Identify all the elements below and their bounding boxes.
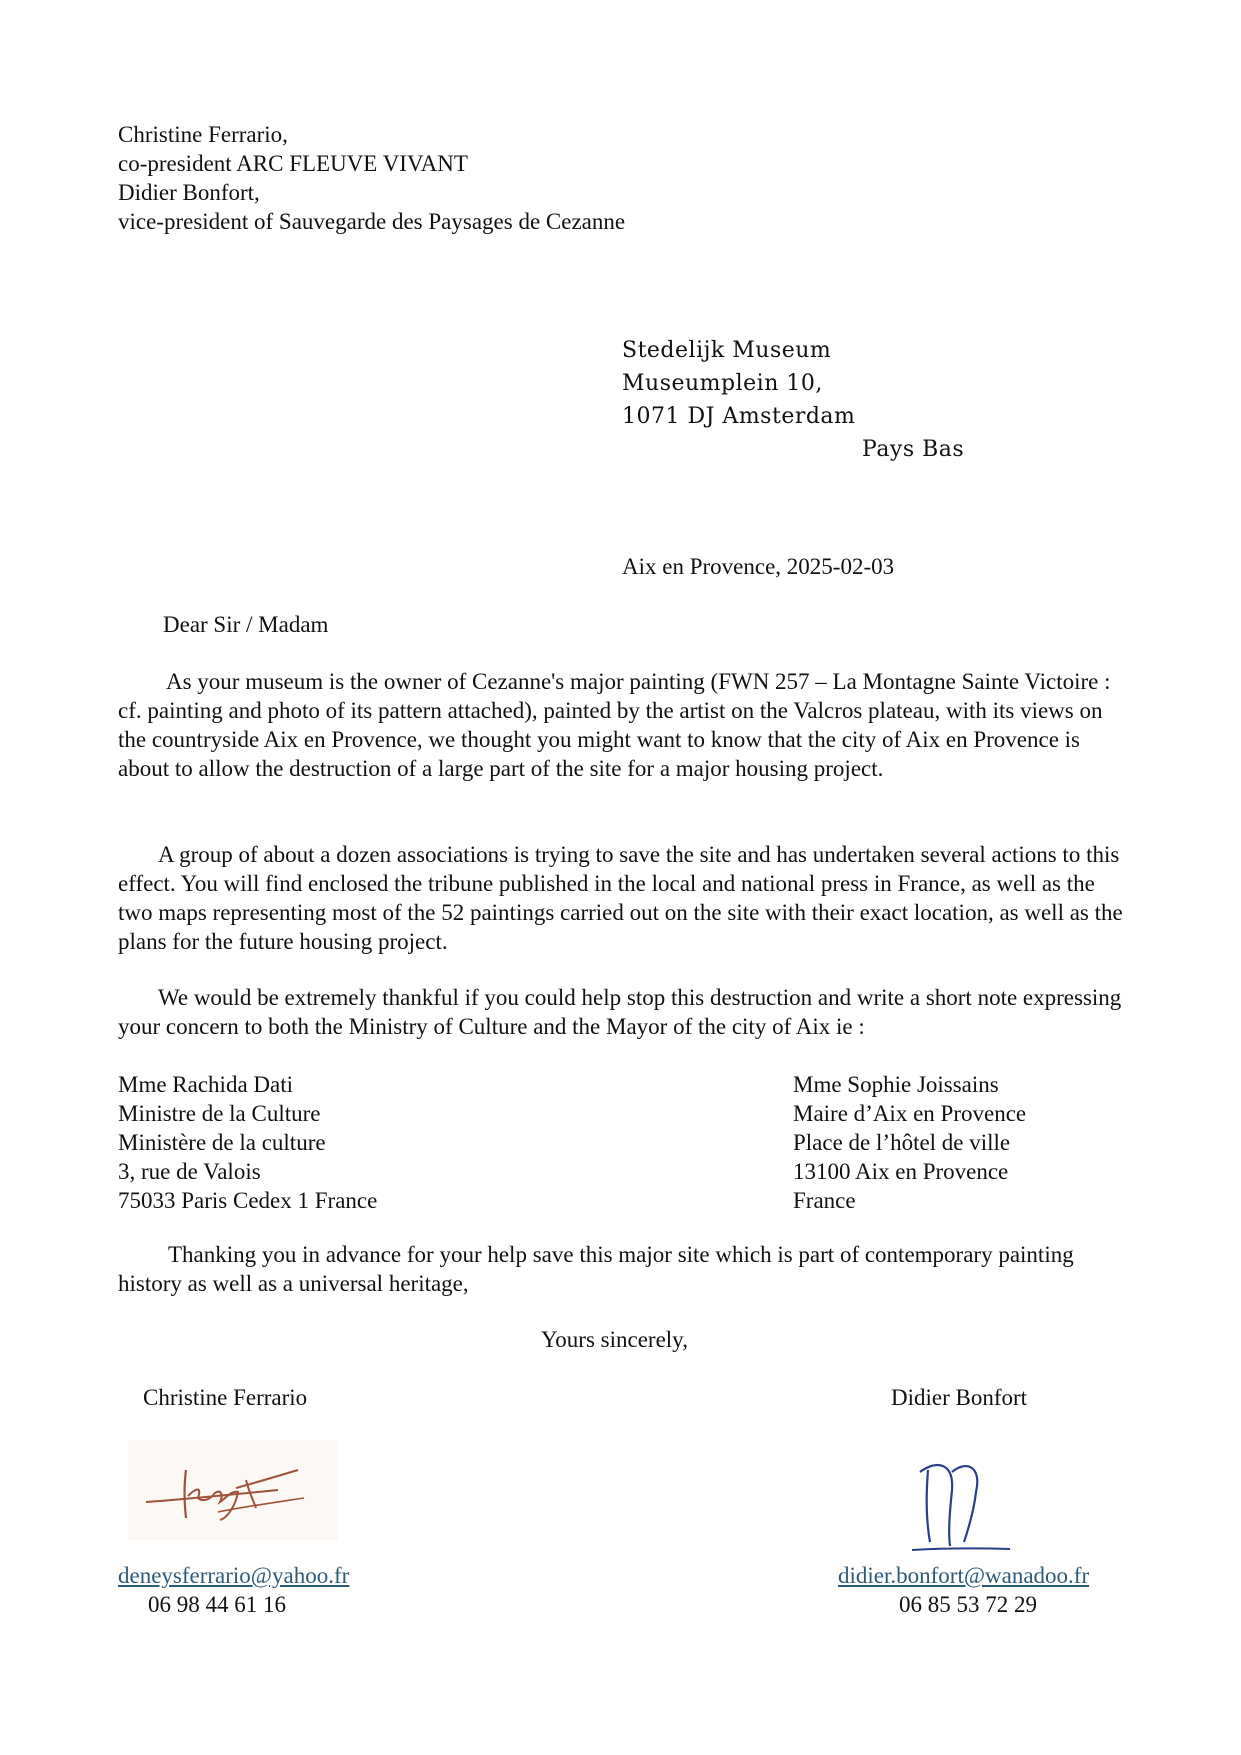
address-line: Ministre de la Culture [118, 1101, 321, 1126]
address-ministry [118, 1070, 377, 1215]
body-paragraph-3 [118, 983, 1128, 1041]
body-paragraph-1 [118, 667, 1128, 783]
sender-line: vice-president of Sauvegarde des Paysages de Cezanne [118, 209, 626, 234]
sender-block [118, 120, 625, 236]
address-line: Maire d’Aix en Provence [793, 1101, 1027, 1126]
signature-bonfort [906, 1450, 1016, 1555]
phone-bonfort: 06 85 53 72 29 [899, 1592, 1037, 1617]
recipient-block [622, 334, 964, 466]
address-line: Mme Rachida Dati [118, 1072, 294, 1097]
recipient-country: Pays Bas [862, 437, 965, 462]
email-link-ferrario[interactable]: deneysferrario@yahoo.fr [118, 1563, 350, 1588]
address-line: Ministère de la culture [118, 1130, 326, 1155]
signature-ferrario [128, 1440, 338, 1540]
date-line: Aix en Provence, 2025-02-03 [622, 554, 895, 579]
address-mayor [793, 1070, 1026, 1215]
address-line: 3, rue de Valois [118, 1159, 261, 1184]
signatory-name-left: Christine Ferrario [143, 1385, 308, 1410]
phone-ferrario: 06 98 44 61 16 [148, 1592, 286, 1617]
paragraph-text: As your museum is the owner of Cezanne's major painting (FWN 257 – La Montagne Sainte Victoire : cf. painting and photo of its pattern attached), painted by the artist on the Valcros plateau, with its views on the countryside Aix en Provence, we thought you might want to know that the city of Aix en Provence is about to allow the destruction of a large part of the site for a major housing project. [118, 669, 1111, 781]
address-line: France [793, 1188, 856, 1213]
sender-line: co-president ARC FLEUVE VIVANT [118, 151, 468, 176]
body-paragraph-2 [118, 840, 1128, 956]
paragraph-text: Thanking you in advance for your help save this major site which is part of contemporary painting history as well as a universal heritage, [118, 1242, 1074, 1296]
sender-line: Christine Ferrario, [118, 122, 288, 147]
body-paragraph-4 [118, 1240, 1128, 1298]
closing: Yours sincerely, [541, 1327, 688, 1352]
address-line: 75033 Paris Cedex 1 France [118, 1188, 378, 1213]
address-line: Mme Sophie Joissains [793, 1072, 999, 1097]
email-link-bonfort[interactable]: didier.bonfort@wanadoo.fr [838, 1563, 1090, 1588]
address-line: 13100 Aix en Provence [793, 1159, 1009, 1184]
paragraph-text: We would be extremely thankful if you could help stop this destruction and write a short note expressing your concern to both the Ministry of Culture and the Mayor of the city of Aix ie : [118, 985, 1122, 1039]
salutation: Dear Sir / Madam [163, 612, 329, 637]
address-line: Place de l’hôtel de ville [793, 1130, 1011, 1155]
paragraph-text: A group of about a dozen associations is trying to save the site and has undertaken several actions to this effect. You will find enclosed the tribune published in the local and national press in France, as well as the two maps representing most of the 52 paintings carried out on the site with their exact location, as well as the plans for the future housing project. [118, 842, 1123, 954]
sender-line: Didier Bonfort, [118, 180, 260, 205]
recipient-line: Stedelijk Museum [622, 338, 832, 363]
recipient-line: Museumplein 10, [622, 371, 823, 396]
recipient-line: 1071 DJ Amsterdam [622, 404, 856, 429]
signatory-name-right: Didier Bonfort [891, 1385, 1028, 1410]
